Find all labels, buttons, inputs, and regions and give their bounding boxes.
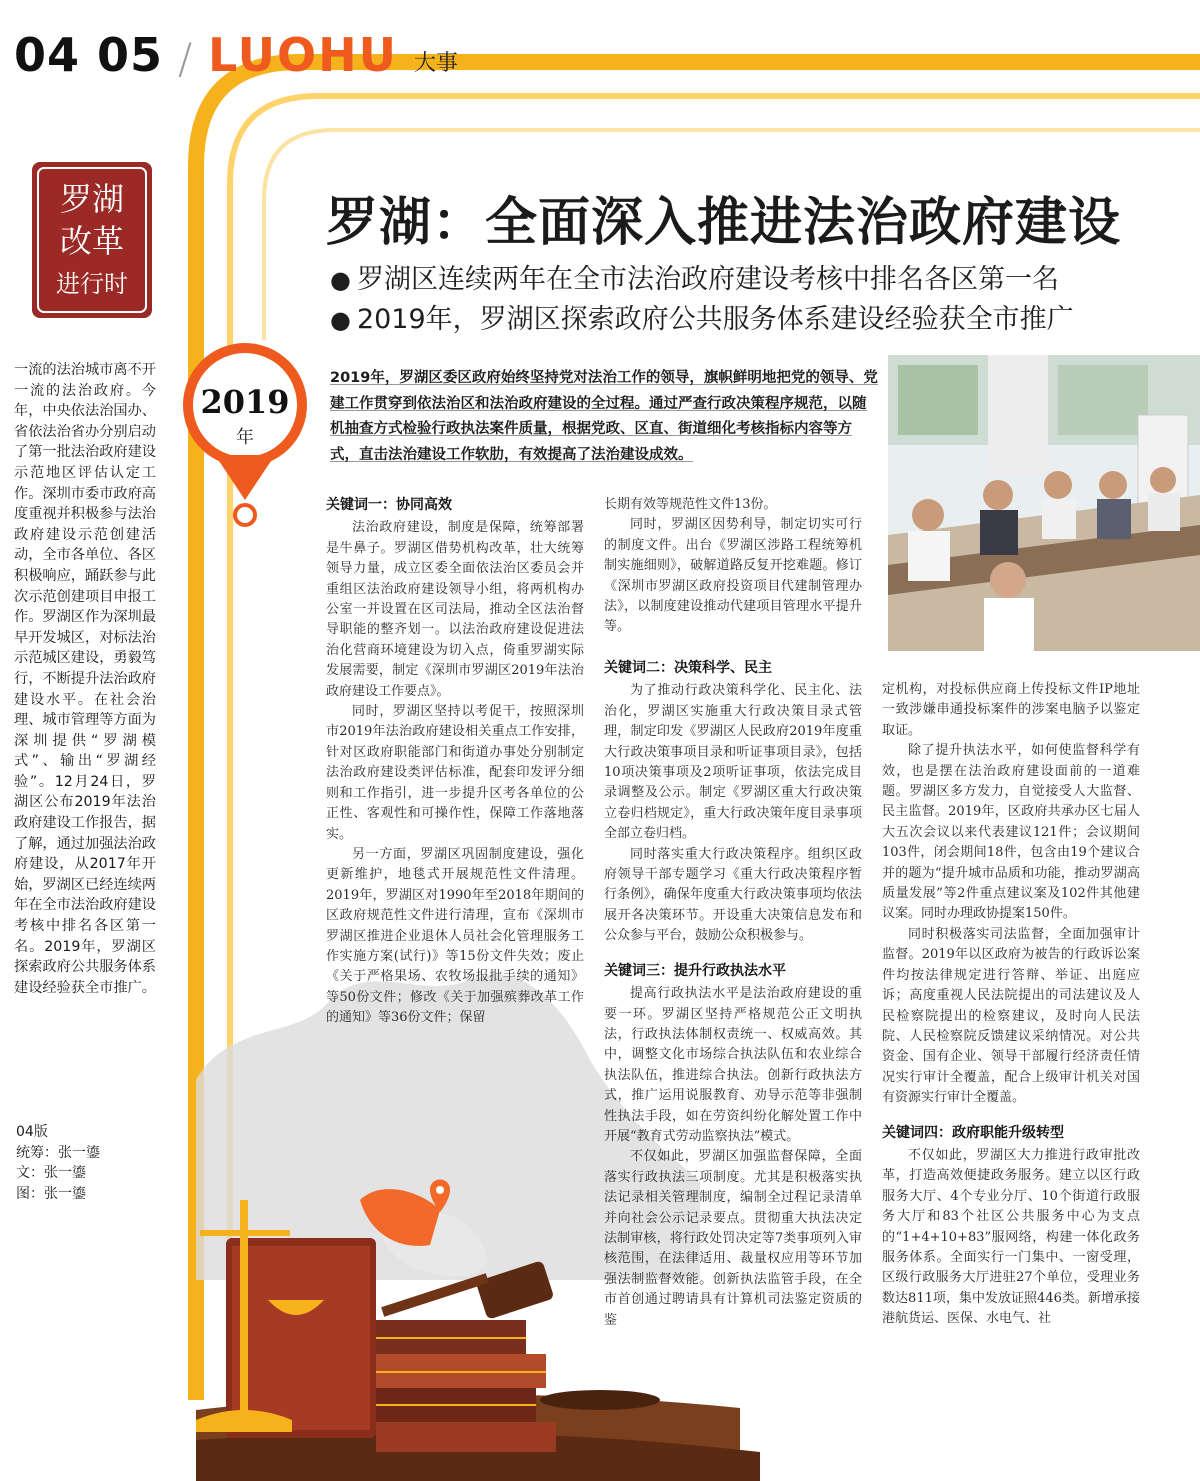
paragraph: 另一方面，罗湖区巩固制度建设，强化更新维护，地毯式开展规范性文件清理。2019年，罗湖区对1990年至2018年期间的区政府规范性文件进行清理，宣布《深圳市罗湖区推进企业退休人员社会化管理服务工作实施方案(试行)》等15份文件失效；废止《关于严格果场、农牧场报批手续的通知》等50份文件；修改《关于加强殡葬改革工作的通知》等36份文件；保留 [326,846,584,1026]
article-title: 罗湖：全面深入推进法治政府建设 [326,193,1122,253]
credit-line: 04版 [16,1124,48,1140]
article-intro [330,366,880,468]
credit-line: 图：张一鎏 [16,1185,86,1202]
paragraph: 法治政府建设，制度是保障，统筹部署是牛鼻子。罗湖区借势机构改革，壮大统筹领导力量，成立区委全面依法治区委员会并重组区法治政府建设领导小组，将两机构办公室一并设置在区司法局，推动全区法治督导职能的整齐划一。以法治政府建设促进法治化营商环境建设为切入点，倚重罗湖实际发展需要，制定《深圳市罗湖区2019年法治政府建设工作要点》。 [326,520,584,699]
body-column-2 [604,658,862,1331]
svg-text:改革: 改革 [59,222,125,260]
paragraph: 定机构，对投标供应商上传投标文件IP地址一致涉嫌串通投标案件的涉案电脑予以鉴定取证。 [882,682,1140,738]
paragraph: 不仅如此，罗湖区加强监督保障，全面落实行政执法三项制度。尤其是积极落实执法记录相关管理制度，编制全过程记录清单并向社会公示记录要点。贯彻重大执法决定法制审核，将行政处罚决定等7类事项列入审核范围，在法律适用、裁量权应用等环节加强法制监督效能。创新执法监管手段，在全市首创通过聘请具有计算机司法鉴定资质的鉴 [604,1149,862,1328]
article-subtitle-1: ● 罗湖区连续两年在全市法治政府建设考核中排名各区第一名 [330,257,1059,296]
paragraph: 除了提升执法水平，如何使监督科学有效，也是摆在法治政府建设面前的一道难题。罗湖区多方发力，自觉接受人大监督、民主监督。2019年，区政府共承办区七届人大五次会议以来代表建议121件；会议期间103件，闭会期间18件，包含由19个建议合并的题为“提升城市品质和功能，推动罗湖高质量发展”等2件重点建议案及102件其他建议案。同时办理政协提案150件。 [882,743,1140,922]
year-badge-unit: 年 [236,427,254,448]
section-heading: 关键词一：协同高效 [326,497,452,513]
section-label: 大事 [414,51,459,76]
year-badge-year: 2019 [200,383,290,421]
body-column-1 [326,495,584,1029]
meeting-photo [888,355,1200,651]
svg-text:罗湖: 罗湖 [59,180,125,218]
paragraph: 提高行政执法水平是法治政府建设的重要一环。罗湖区坚持严格规范公正文明执法，行政执法体制权责统一、权威高效。其中，调整文化市场综合执法队伍和农业综合执法队伍，推进综合执法。创新行政执法方式，推广运用说服教育、劝导示范等非强制性执法手段，如在劳资纠纷化解处置工作中开展“教育式劳动监察执法”模式。 [604,986,862,1144]
sidebar-text: 一流的法治城市离不开一流的法治政府。今年，中央依法治国办、省依法治省办分别启动了第一批法治政府建设示范地区评估认定工作。深圳市委市政府高度重视并积极参与法治政府建设示范创建活动，全市各单位、各区积极响应，踊跃参与此次示范创建项目申报工作。罗湖区作为深圳最早开发城区，对标法治示范城区建设，勇毅笃行，不断提升法治政府建设水平。在社会治理、城市管理等方面为深圳提供“罗湖模式”、输出“罗湖经验”。12月24日，罗湖区公布2019年法治政府建设工作报告，据了解，通过加强法治政府建设，从2017年开始，罗湖区已经连续两年在全市法治政府建设考核中排名各区第一名。2019年，罗湖区探索政府公共服务体系建设经验获全市推广。 [14,362,156,996]
paragraph: 同时，罗湖区坚持以考促干，按照深圳市2019年法治政府建设相关重点工作安排，针对区政府职能部门和街道办事处分别制定法治政府建设类评估标准，配套印发评分细则和工作指引，进一步提升区考各单位的公正性、客观性和可操作性，保障工作落地落实。 [326,704,584,842]
paragraph: 不仅如此，罗湖区大力推进行政审批改革，打造高效便捷政务服务。建立以区行政服务大厅、4个专业分厅、10个街道行政服务大厅和83个社区公共服务中心为支点的“1+4+10+83”服网络，构建一体化政务服务体系。全面实行一门集中、一窗受理，区级行政服务大厅进驻27个单位，受理业务数达811项，集中发放证照446类。新增承接港航货运、医保、水电气、社 [882,1147,1140,1327]
section-heading: 关键词二：决策科学、民主 [604,660,772,676]
paragraph: 为了推动行政决策科学化、民主化、法治化，罗湖区实施重大行政决策目录式管理，制定印发《罗湖区人民政府2019年度重大行政决策事项目录和听证事项目录》，包括10项决策事项及2项听证事项，依法完成目录调整及公示。制定《罗湖区重大行政决策立卷归档规定》，重大行政决策年度目录事项全部立卷归档。 [604,683,862,842]
section-heading: 关键词三：提升行政执法水平 [604,962,786,979]
article-subtitle-2: ● 2019年，罗湖区探索政府公共服务体系建设经验获全市推广 [330,297,1074,336]
paragraph: 长期有效等规范性文件13份。 [604,497,777,512]
section-heading: 关键词四：政府职能升级转型 [882,1124,1064,1141]
credit-line: 统筹：张一鎏 [16,1144,100,1161]
article-intro-text: 2019年，罗湖区委区政府始终坚持党对法治工作的领导，旗帜鲜明地把党的领导、党建工作贯穿到依法治区和法治政府建设的全过程。通过严查行政决策程序规范，以随机抽查方式检验行政执法案件质量，根据党政、区直、街道细化考核指标内容等方式，直击法治建设工作软肋，有效提高了法治建设成效。 [330,370,878,463]
body-column-3 [882,680,1140,1330]
credit-line: 文：张一鎏 [16,1165,86,1181]
body-column-2-top [604,495,862,638]
page-numbers: 04 05 [14,28,164,82]
paragraph: 同时积极落实司法监督，全面加强审计监督。2019年以区政府为被告的行政诉讼案件均按法律规定进行答辩、举证、出庭应诉；高度重视人民法院提出的司法建议及人民检察院提出的检察建议，及时向人民法院、人民检察院反馈建议采纳情况。对公共资金、国有企业、领导干部履行经济责任情况实行审计全覆盖，配合上级审计机关对国有资源实行审计全覆盖。 [882,926,1140,1106]
paragraph: 同时，罗湖区因势利导，制定切实可行的制度文件。出台《罗湖区涉路工程统筹机制实施细则》，破解道路反复开挖难题。修订《深圳市罗湖区政府投资项目代建制管理办法》，以制度建设推动代建项目管理水平提升等。 [604,517,862,635]
header-divider: / [178,34,193,83]
svg-text:进行时: 进行时 [56,270,128,298]
seal-stamp [30,160,154,320]
credits [16,1122,156,1204]
paragraph: 同时落实重大行政决策程序。组织区政府领导干部专题学习《重大行政决策程序暂行条例》，确保年度重大行政决策事项均依法展开各决策环节。开设重大决策信息发布和公众参与平台，鼓励公众积极参与。 [604,846,862,944]
brand-logo-text: LUOHU [208,28,398,82]
